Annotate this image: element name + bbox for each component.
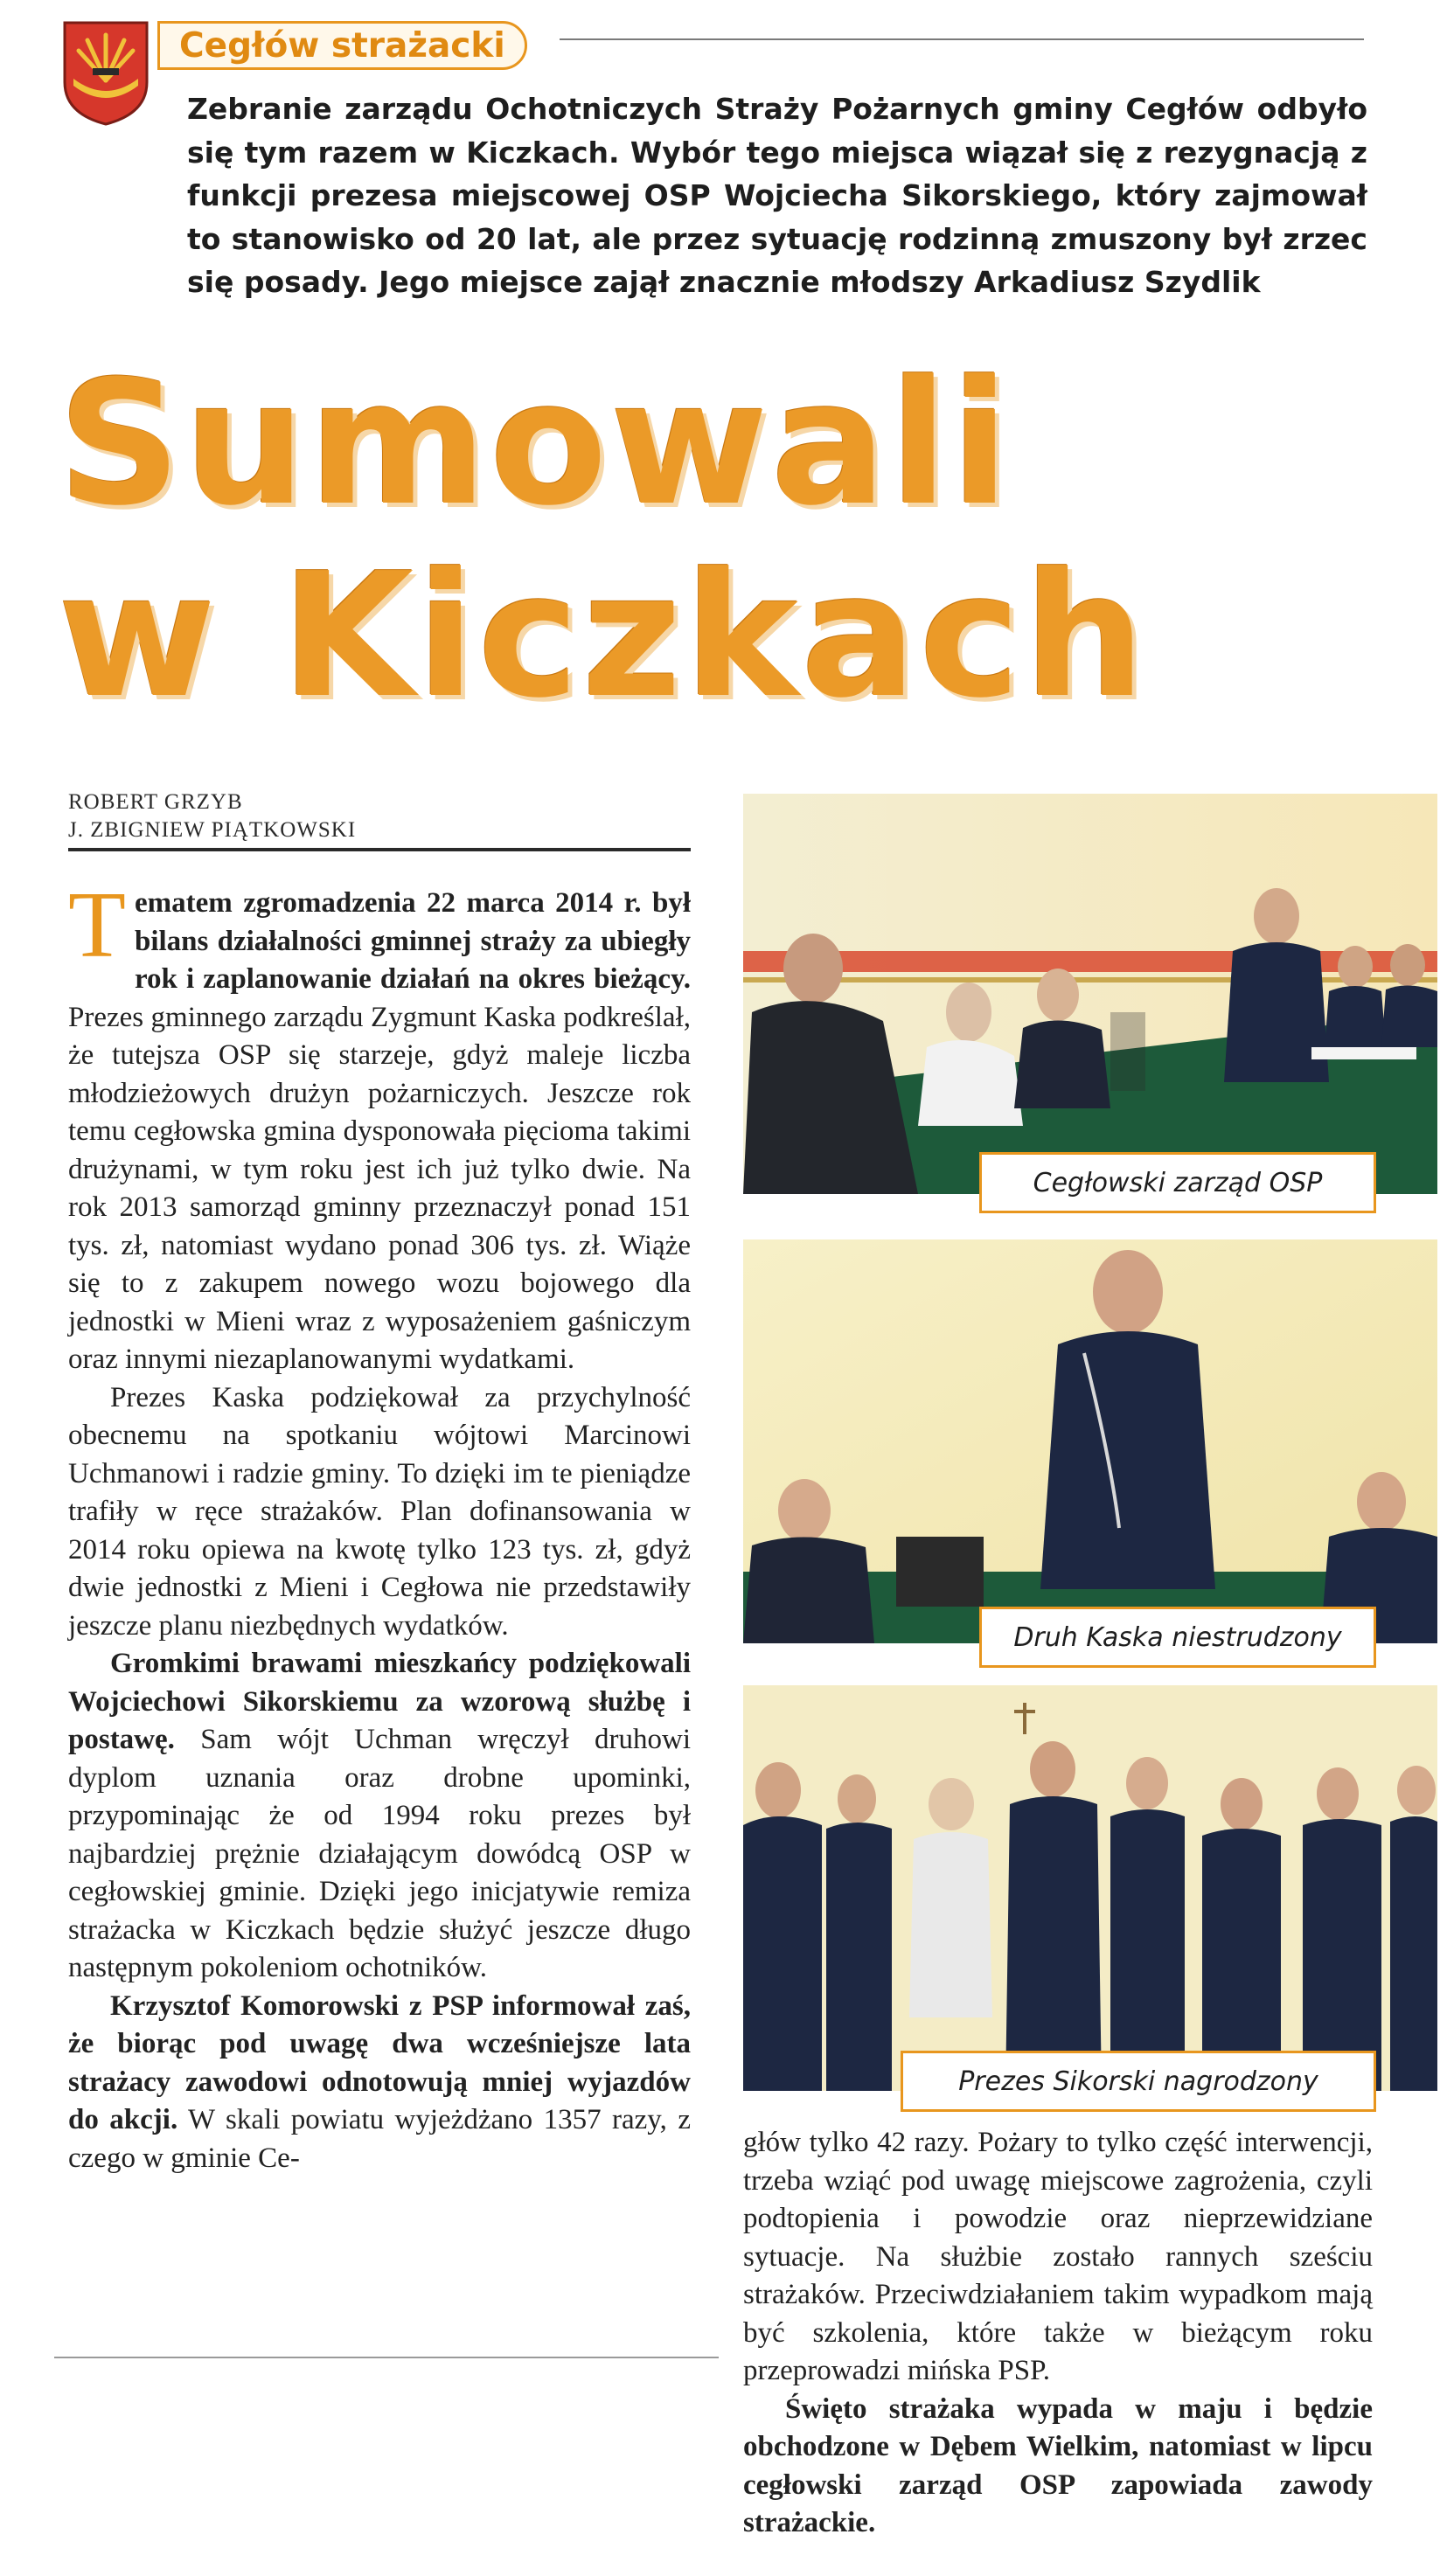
paragraph-4 xyxy=(68,1988,691,2178)
photo-award-group xyxy=(743,1685,1437,2091)
paragraph-1-text: Prezes gminnego zarządu Zygmunt Kaska podkreślał, że tutejsza OSP się starzeje, gdyż maleje liczba młodzieżowych drużyn pożarniczych. Jeszcze rok temu cegłowska gmina dysponowała pięcioma takimi drużynami, w tym roku jest ich już tylko dwie. Na rok 2013 samorząd gminny przeznaczył ponad 151 tys. zł, natomiast wydano ponad 306 tys. zł. Wiąże się to z zakupem nowego wozu bojowego dla jednostki w Mieni wraz z wyposażeniem gaśniczym oraz innymi niezaplanowanymi wydatkami. xyxy=(68,1001,691,1375)
paragraph-2: Prezes Kaska podziękował za przychylność obecnemu na spotkaniu wójtowi Marcinowi Uchmanowi i radzie gminy. To dzięki im te pieniądze trafiły w ręce strażaków. Plan dofinansowania w 2014 roku opiewa na kwotę tylko 123 tys. zł, gdyż dwie jednostki z Mieni i Cegłowa nie przedstawiły jeszcze planu niezbędnych wydatków. xyxy=(68,1381,691,1642)
byline xyxy=(68,788,356,844)
column-bottom-divider xyxy=(54,2357,719,2358)
byline-author-2: J. ZBIGNIEW PIĄTKOWSKI xyxy=(68,818,357,842)
coat-of-arms-logo xyxy=(61,19,150,126)
paragraph-3 xyxy=(68,1645,691,1988)
article-lead xyxy=(187,87,1367,304)
paragraph-3-text: Sam wójt Uchman wręczył druhowi dyplom uznania oraz drobne upominki, przypominając że od 1994 roku prezes był najbardziej prężnie działającym dowódcą OSP w cegłowskiej gminie. Dzięki jego inicjatywie remiza strażacka w Kiczkach będzie służyć jeszcze długo następnym pokoleniom ochotników. xyxy=(68,1724,691,1983)
paragraph-5: Święto strażaka wypada w maju i będzie obchodzone w Dębem Wielkim, natomiast w lipcu cegłowski zarząd OSP zapowiada zawody strażackie. xyxy=(743,2392,1373,2538)
paragraph-4-text-left: W skali powiatu wyjeżdżano 1357 razy, z czego w gminie Ce- xyxy=(68,2104,691,2174)
article-column-right xyxy=(743,2124,1373,2543)
photo-caption-1 xyxy=(979,1152,1376,1213)
paragraph-3-bold: Gromkimi brawami mieszkańcy podziękowali Wojciechowi Sikorskiemu za wzorową służbę i postawę. xyxy=(68,1648,691,1755)
photo-caption-2 xyxy=(979,1607,1376,1668)
byline-author-1: ROBERT GRZYB xyxy=(68,790,243,814)
paragraph-4-continued: głów tylko 42 razy. Pożary to tylko część interwencji, trzeba wziąć pod uwagę miejscowe zagrożenia, czyli podtopienia i powodzie oraz nieprzewidziane sytuacje. Na służbie zostało rannych sześciu strażaków. Przeciwdziałaniem takim wypadkom mają być szkolenia, które także w bieżącym roku przeprowadzi mińska PSP. xyxy=(743,2127,1373,2386)
photo-caption-1-text: Cegłowski zarząd OSP xyxy=(1033,1167,1323,1198)
photo-caption-3 xyxy=(901,2051,1376,2112)
drop-cap: T xyxy=(68,873,126,977)
photo-board-meeting xyxy=(743,794,1437,1194)
photo-caption-2-text: Druh Kaska niestrudzony xyxy=(1013,1621,1342,1653)
paragraph-4-bold: Krzysztof Komorowski z PSP informował zaś, że biorąc pod uwagę dwa wcześniejsze lata strażacy zawodowi odnotowują mniej wyjazdów do akcji. xyxy=(68,1989,691,2135)
byline-divider xyxy=(68,848,691,851)
headline-line-1: Sumowali xyxy=(58,344,1012,544)
paragraph-1 xyxy=(68,873,691,1379)
section-tag xyxy=(157,21,527,70)
photo-caption-3-text: Prezes Sikorski nagrodzony xyxy=(958,2066,1318,2097)
header-divider xyxy=(560,38,1364,40)
lead-text: Zebranie zarządu Ochotniczych Straży Pożarnych gminy Cegłów odbyło się tym razem w Kiczkach. Wybór tego miejsca wiązał się z rezygnacją z funkcji prezesa miejscowej OSP Wojciecha Sikorskiego, który zajmował to stanowisko od 20 lat, ale przez sytuację rodzinną zmuszony był zrzec się posady. Jego miejsce zajął znacznie młodszy Arkadiusz Szydlik xyxy=(187,92,1367,299)
article-column-left xyxy=(68,873,691,2177)
paragraph-1-bold: ematem zgromadzenia 22 marca 2014 r. był bilans działalności gminnej straży za ubiegły rok i zaplanowanie działań na okres bieżący. xyxy=(134,887,691,995)
headline-line-2: w Kiczkach xyxy=(58,537,1148,736)
section-tag-label: Cegłów strażacki xyxy=(179,25,505,66)
photo-speaker xyxy=(743,1239,1437,1643)
